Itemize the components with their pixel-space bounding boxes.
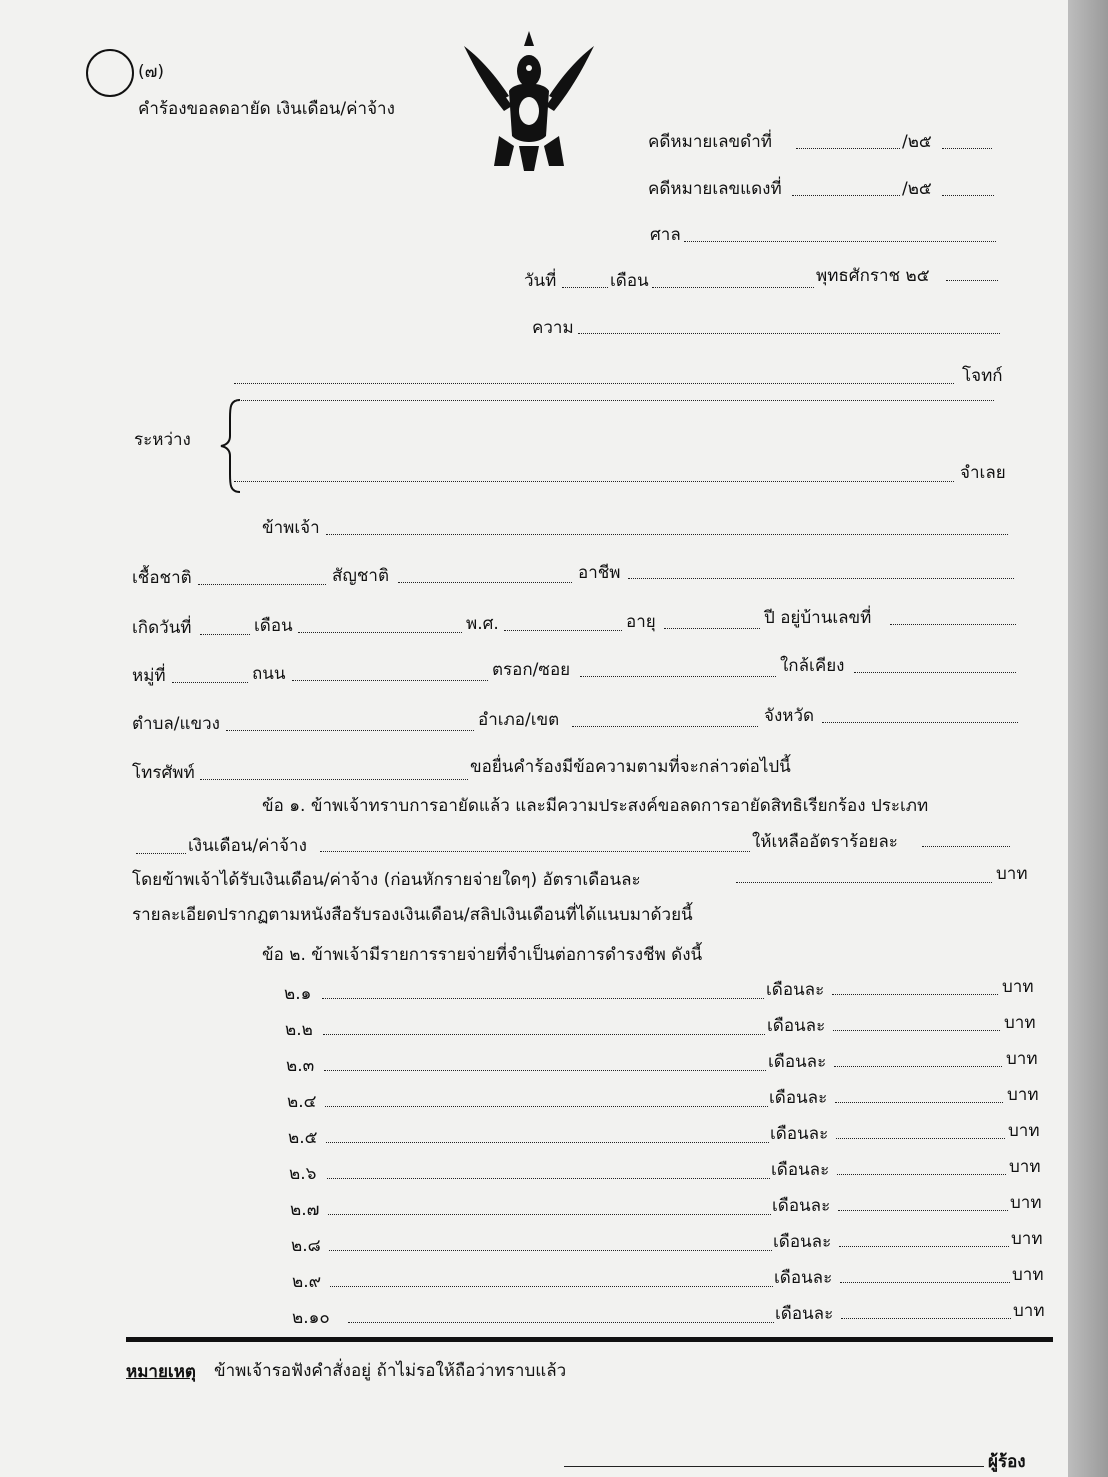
form-circle-mark <box>86 49 134 97</box>
expense-item-field[interactable] <box>323 1034 765 1035</box>
red-case-year-field[interactable] <box>942 195 994 196</box>
born-day-label: เกิดวันที่ <box>132 618 192 638</box>
district-field[interactable] <box>572 726 758 727</box>
clause1-type-lead[interactable] <box>136 853 186 854</box>
age-label: อายุ <box>626 612 656 632</box>
expense-item-field[interactable] <box>328 1214 771 1215</box>
phone-label: โทรศัพท์ <box>132 763 195 783</box>
garuda-emblem-icon <box>454 26 604 176</box>
born-year-field[interactable] <box>504 630 622 631</box>
brace-icon <box>218 398 248 494</box>
expense-amount-field[interactable] <box>841 1318 1011 1319</box>
expense-item-field[interactable] <box>348 1322 774 1323</box>
expense-amount-field[interactable] <box>835 1102 1003 1103</box>
moo-field[interactable] <box>172 682 248 683</box>
house-label: ปี อยู่บ้านเลขที่ <box>764 608 872 628</box>
between-top-line[interactable] <box>234 400 994 401</box>
note-label: หมายเหตุ <box>126 1362 196 1382</box>
expense-number: ๒.๕ <box>288 1128 318 1148</box>
expense-number: ๒.๔ <box>287 1092 317 1112</box>
nationality-field[interactable] <box>398 582 572 583</box>
clause1-percent-field[interactable] <box>922 846 1010 847</box>
background-edge <box>1068 0 1108 1477</box>
black-case-label: คดีหมายเลขดำที่ <box>648 132 772 152</box>
province-label: จังหวัด <box>764 706 815 726</box>
clause1-type-fill: เงินเดือน/ค่าจ้าง <box>188 836 307 856</box>
expense-number: ๒.๖ <box>289 1164 317 1184</box>
defendant-label: จำเลย <box>960 463 1006 483</box>
section-divider <box>126 1337 1053 1342</box>
occupation-field[interactable] <box>628 578 1014 579</box>
expense-baht: บาท <box>1012 1265 1044 1285</box>
expense-item-field[interactable] <box>324 1070 766 1071</box>
near-label: ใกล้เคียง <box>780 656 845 676</box>
expense-item-field[interactable] <box>329 1250 772 1251</box>
applicant-name-field[interactable] <box>326 534 1008 535</box>
expense-amount-field[interactable] <box>838 1210 1008 1211</box>
per-month-label: เดือนละ <box>767 1016 826 1036</box>
province-field[interactable] <box>822 722 1018 723</box>
expense-number: ๒.๑๐ <box>292 1308 330 1328</box>
expense-baht: บาท <box>1004 1013 1036 1033</box>
red-case-suffix: /๒๕ <box>902 179 932 199</box>
black-case-suffix: /๒๕ <box>902 132 932 152</box>
expense-item-field[interactable] <box>327 1178 770 1179</box>
date-day-field[interactable] <box>562 287 608 288</box>
black-case-field[interactable] <box>796 148 900 149</box>
per-month-label: เดือนละ <box>774 1268 833 1288</box>
per-month-label: เดือนละ <box>766 980 825 1000</box>
plaintiff-field[interactable] <box>234 383 954 384</box>
expense-amount-field[interactable] <box>836 1138 1005 1139</box>
per-month-label: เดือนละ <box>775 1304 834 1324</box>
district-label: อำเภอ/เขต <box>478 710 560 730</box>
expense-number: ๒.๙ <box>292 1272 322 1292</box>
house-number-field[interactable] <box>890 624 1016 625</box>
matter-label: ความ <box>532 318 574 338</box>
expense-item-field[interactable] <box>322 998 764 999</box>
expense-baht: บาท <box>1006 1049 1038 1069</box>
expense-amount-field[interactable] <box>832 994 998 995</box>
submit-text: ขอยื่นคำร้องมีข้อความตามที่จะกล่าวต่อไปนี้ <box>470 757 791 777</box>
date-month-field[interactable] <box>652 287 814 288</box>
expense-amount-field[interactable] <box>837 1174 1006 1175</box>
clause1-line4: รายละเอียดปรากฏตามหนังสือรับรองเงินเดือน/สลิปเงินเดือนที่ได้แนบมาด้วยนี้ <box>132 905 693 925</box>
near-field[interactable] <box>854 672 1016 673</box>
moo-label: หมู่ที่ <box>132 666 166 686</box>
alley-label: ตรอก/ซอย <box>492 660 571 680</box>
per-month-label: เดือนละ <box>773 1232 832 1252</box>
red-case-field[interactable] <box>792 195 900 196</box>
applicant-label: ข้าพเจ้า <box>262 518 320 538</box>
clause1-remaining-label: ให้เหลืออัตราร้อยละ <box>752 832 898 852</box>
per-month-label: เดือนละ <box>769 1088 828 1108</box>
alley-field[interactable] <box>580 676 776 677</box>
date-year-field[interactable] <box>946 280 998 281</box>
born-month-field[interactable] <box>298 632 462 633</box>
form-number: (๗) <box>138 62 165 82</box>
expense-baht: บาท <box>1009 1157 1041 1177</box>
per-month-label: เดือนละ <box>768 1052 827 1072</box>
expense-amount-field[interactable] <box>834 1066 1002 1067</box>
form-title: คำร้องขอลดอายัด เงินเดือน/ค่าจ้าง <box>138 99 395 119</box>
expense-number: ๒.๘ <box>291 1236 321 1256</box>
per-month-label: เดือนละ <box>770 1124 829 1144</box>
between-label: ระหว่าง <box>134 430 191 450</box>
expense-amount-field[interactable] <box>839 1246 1009 1247</box>
expense-item-field[interactable] <box>325 1106 768 1107</box>
expense-number: ๒.๓ <box>286 1056 315 1076</box>
born-day-field[interactable] <box>200 634 250 635</box>
court-label: ศาล <box>650 225 681 245</box>
expense-baht: บาท <box>1007 1085 1039 1105</box>
clause1-salary-field[interactable] <box>736 882 992 883</box>
plaintiff-label: โจทก์ <box>962 366 1003 386</box>
applicant-sign-label: ผู้ร้อง <box>988 1452 1026 1472</box>
per-month-label: เดือนละ <box>771 1160 830 1180</box>
matter-field[interactable] <box>578 333 1000 334</box>
clause1-type-field[interactable] <box>320 851 750 852</box>
note-text: ข้าพเจ้ารอฟังคำสั่งอยู่ ถ้าไม่รอให้ถือว่าทราบแล้ว <box>214 1361 567 1381</box>
expense-amount-field[interactable] <box>840 1282 1010 1283</box>
phone-field[interactable] <box>200 779 468 780</box>
date-month-label: เดือน <box>610 271 649 291</box>
race-field[interactable] <box>198 584 326 585</box>
race-label: เชื้อชาติ <box>132 568 192 588</box>
expense-item-field[interactable] <box>330 1286 773 1287</box>
expense-baht: บาท <box>1010 1193 1042 1213</box>
born-month-label: เดือน <box>254 616 293 636</box>
applicant-signature-field[interactable] <box>564 1466 984 1467</box>
date-day-label: วันที่ <box>524 271 557 291</box>
black-case-year-field[interactable] <box>942 148 992 149</box>
expense-baht: บาท <box>1013 1301 1045 1321</box>
clause1-line1: ข้อ ๑. ข้าพเจ้าทราบการอายัดแล้ว และมีความประสงค์ขอลดการอายัดสิทธิเรียกร้อง ประเภท <box>262 796 929 816</box>
clause2-heading: ข้อ ๒. ข้าพเจ้ามีรายการรายจ่ายที่จำเป็นต่อการดำรงชีพ ดังนี้ <box>262 945 703 965</box>
expense-number: ๒.๗ <box>290 1200 320 1220</box>
expense-baht: บาท <box>1011 1229 1043 1249</box>
date-year-label: พุทธศักราช ๒๕ <box>816 266 930 286</box>
expense-item-field[interactable] <box>326 1142 769 1143</box>
subdistrict-label: ตำบล/แขวง <box>132 714 220 734</box>
road-label: ถนน <box>252 664 286 684</box>
red-case-label: คดีหมายเลขแดงที่ <box>648 179 782 199</box>
expense-baht: บาท <box>1002 977 1034 997</box>
occupation-label: อาชีพ <box>578 563 621 583</box>
born-year-label: พ.ศ. <box>466 614 499 634</box>
expense-amount-field[interactable] <box>833 1030 1000 1031</box>
expense-baht: บาท <box>1008 1121 1040 1141</box>
clause1-baht: บาท <box>996 864 1028 884</box>
age-field[interactable] <box>664 628 760 629</box>
road-field[interactable] <box>292 680 488 681</box>
subdistrict-field[interactable] <box>226 730 474 731</box>
clause1-line3: โดยข้าพเจ้าได้รับเงินเดือน/ค่าจ้าง (ก่อนหักรายจ่ายใดๆ) อัตราเดือนละ <box>132 870 641 890</box>
expense-number: ๒.๒ <box>285 1020 313 1040</box>
nationality-label: สัญชาติ <box>332 566 389 586</box>
per-month-label: เดือนละ <box>772 1196 831 1216</box>
court-field[interactable] <box>684 241 996 242</box>
expense-number: ๒.๑ <box>284 984 312 1004</box>
defendant-field[interactable] <box>234 481 954 482</box>
